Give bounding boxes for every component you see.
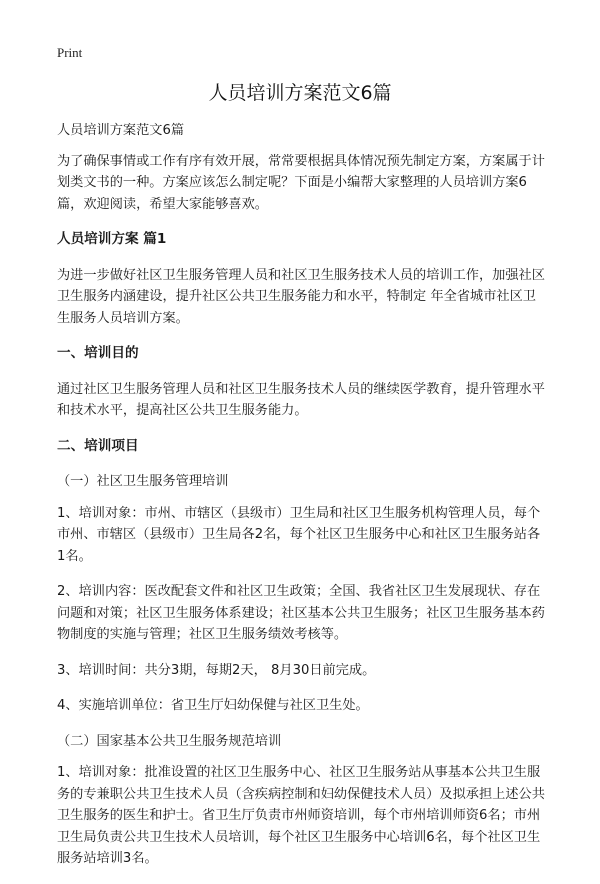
intro-paragraph: 为了确保事情或工作有序有效开展，常常要根据具体情况预先制定方案，方案属于计划类文书的一种。方案应该怎么制定呢？下面是小编帮大家整理的人员培训方案6篇，欢迎阅读，希望大家能够喜欢。 [57,153,545,212]
item1-paragraph-4: 4、实施培训单位：省卫生厅妇幼保健与社区卫生处。 [57,698,369,713]
item1-paragraph-1: 1、培训对象：市州、市辖区（县级市）卫生局和社区卫生服务机构管理人员，每个市州、市辖区（县级市）卫生局各2名，每个社区卫生服务中心和社区卫生服务站各1名。 [57,505,541,564]
section-heading-1: 人员培训方案 篇1 [57,231,167,247]
item1-heading: （一）社区卫生服务管理培训 [57,474,229,489]
heading-training-items: 二、培训项目 [57,437,139,454]
item2-paragraph-1: 1、培训对象：批准设置的社区卫生服务中心、社区卫生服务站从事基本公共卫生服务的专兼职公共卫生技术人员（含疾病控制和妇幼保健技术人员）及拟承担上述公共卫生服务的医生和护士。省卫生厅负责市州师资培训，每个市州培训师资6名；市州卫生局负责公共卫生技术人员培训，每个社区卫生服务中心培训6名，每个社区卫生服务站培训3名。 [57,765,545,866]
goal-paragraph: 通过社区卫生服务管理人员和社区卫生服务技术人员的继续医学教育，提升管理水平和技术水平，提高社区公共卫生服务能力。 [57,381,545,418]
page-title: 人员培训方案范文6篇 [208,82,392,104]
print-link[interactable]: Print [57,45,83,60]
section1-paragraph: 为进一步做好社区卫生服务管理人员和社区卫生服务技术人员的培训工作，加强社区卫生服务内涵建设，提升社区公共卫生服务能力和水平，特制定 年全省城市社区卫生服务人员培训方案。 [57,267,545,326]
item1-paragraph-2: 2、培训内容：医改配套文件和社区卫生政策；全国、我省社区卫生发展现状、存在问题和对策；社区卫生服务体系建设；社区基本公共卫生服务；社区卫生服务基本药物制度的实施与管理；社区卫生服务绩效考核等。 [57,584,545,642]
document-body [57,120,547,884]
document-subtitle: 人员培训方案范文6篇 [57,123,185,138]
item1-paragraph-3: 3、培训时间：共分3期，每期2天， 8月30日前完成。 [57,662,376,678]
item2-heading: （二）国家基本公共卫生服务规范培训 [57,733,282,749]
heading-training-goal: 一、培训目的 [57,345,139,361]
